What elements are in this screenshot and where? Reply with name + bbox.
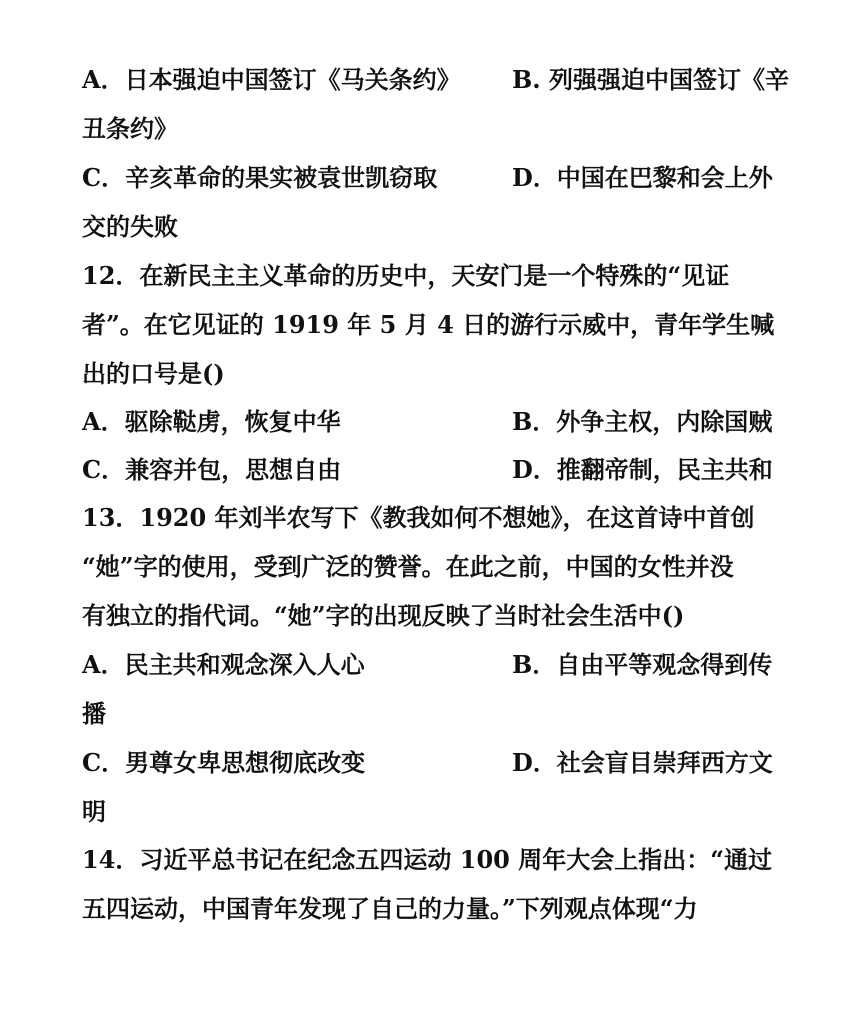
q12-option-a: A．驱除鞑虏，恢复中华 xyxy=(82,407,341,436)
q11-option-b: B. 列强强迫中国签订《辛 xyxy=(512,65,789,94)
q13-option-a: A．民主共和观念深入人心 xyxy=(82,650,365,679)
q13-option-b: B．自由平等观念得到传 xyxy=(512,650,773,679)
q11-options-ab-row xyxy=(82,56,789,104)
q11-option-a: A．日本强迫中国签订《马关条约》 xyxy=(82,65,461,94)
q13-options-ab-row xyxy=(82,641,782,689)
q11-option-b-continued: 丑条约》 xyxy=(82,114,178,143)
q13-option-d: D．社会盲目崇拜西方文 xyxy=(512,748,773,777)
q12-stem-line-2: 者”。在它见证的 1919 年 5 月 4 日的游行示威中，青年学生喊 xyxy=(82,310,775,339)
q12-option-d: D．推翻帝制，民主共和 xyxy=(512,455,773,484)
q13-option-c: C．男尊女卑思想彻底改变 xyxy=(82,748,366,777)
q13-options-cd-row xyxy=(82,739,782,787)
q12-option-b: B．外争主权，内除国贼 xyxy=(512,407,773,436)
q14-stem-line-2: 五四运动，中国青年发现了自己的力量。”下列观点体现“力 xyxy=(82,894,698,923)
q13-stem-line-3: 有独立的指代词。“她”字的出现反映了当时社会生活中() xyxy=(82,601,685,630)
q11-option-c: C．辛亥革命的果实被袁世凯窃取 xyxy=(82,163,438,192)
q12-options-cd-row xyxy=(82,446,782,494)
q11-option-d: D．中国在巴黎和会上外 xyxy=(512,163,773,192)
q13-stem-line-1: 13．1920 年刘半农写下《教我如何不想她》，在这首诗中首创 xyxy=(82,503,755,532)
q12-option-c: C．兼容并包，思想自由 xyxy=(82,455,342,484)
q13-option-b-continued: 播 xyxy=(82,699,106,728)
q12-options-ab-row xyxy=(82,398,782,446)
q12-stem-line-1: 12．在新民主主义革命的历史中，天安门是一个特殊的“见证 xyxy=(82,261,730,290)
q13-stem-line-2: “她”字的使用，受到广泛的赞誉。在此之前，中国的女性并没 xyxy=(82,552,734,581)
q12-stem-line-3: 出的口号是() xyxy=(82,359,225,388)
q13-option-d-continued: 明 xyxy=(82,797,106,826)
q11-options-cd-row xyxy=(82,154,782,202)
q14-stem-line-1: 14．习近平总书记在纪念五四运动 100 周年大会上指出：“通过 xyxy=(82,845,773,874)
q11-option-d-continued: 交的失败 xyxy=(82,212,178,241)
